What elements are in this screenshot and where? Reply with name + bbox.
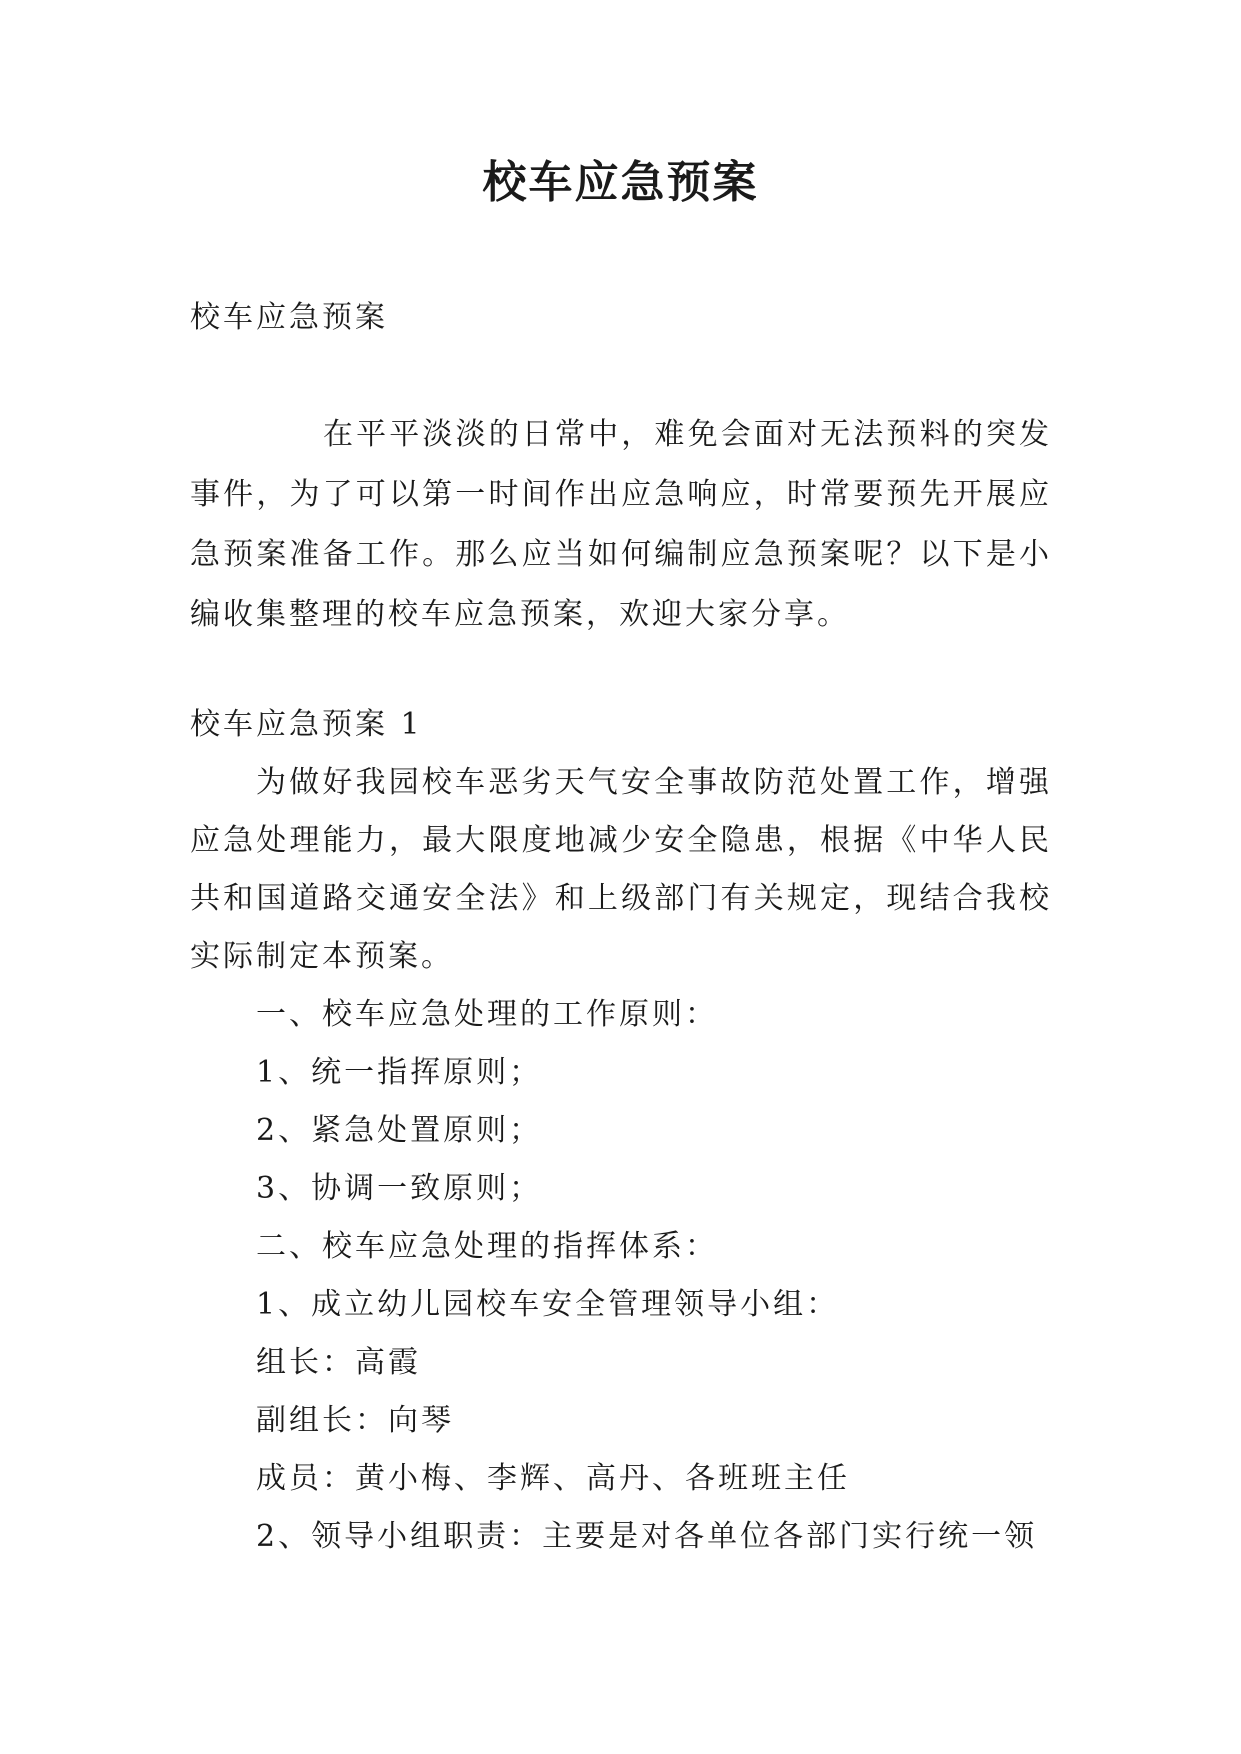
principle-item: 3、协调一致原则； bbox=[256, 1171, 543, 1206]
principles-heading: 一、校车应急处理的工作原则： bbox=[256, 997, 718, 1032]
document-subtitle: 校车应急预案 bbox=[190, 300, 388, 335]
document-title: 校车应急预案 bbox=[482, 157, 759, 208]
section-1-heading: 校车应急预案 1 bbox=[190, 707, 423, 742]
command-system-heading: 二、校车应急处理的指挥体系： bbox=[256, 1229, 718, 1264]
deputy-group-leader: 副组长：向琴 bbox=[256, 1403, 454, 1438]
leadership-group-item: 1、成立幼儿园校车安全管理领导小组： bbox=[256, 1287, 840, 1322]
intro-paragraph: 在平平淡淡的日常中，难免会面对无法预料的突发事件，为了可以第一时间作出应急响应，时常要预先开展应急预案准备工作。那么应当如何编制应急预案呢？以下是小编收集整理的校车应急预案，欢迎大家分享。 bbox=[190, 417, 1052, 632]
principle-item: 2、紧急处置原则； bbox=[256, 1113, 543, 1148]
group-members: 成员：黄小梅、李辉、高丹、各班班主任 bbox=[256, 1461, 850, 1496]
group-duties: 2、领导小组职责：主要是对各单位各部门实行统一领 bbox=[256, 1519, 1038, 1554]
group-leader: 组长：高霞 bbox=[256, 1345, 421, 1380]
section-1-paragraph: 为做好我园校车恶劣天气安全事故防范处置工作，增强应急处理能力，最大限度地减少安全隐患，根据《中华人民共和国道路交通安全法》和上级部门有关规定，现结合我校实际制定本预案。 bbox=[190, 765, 1052, 974]
section-1 bbox=[190, 696, 1052, 1566]
principle-item: 1、统一指挥原则； bbox=[256, 1055, 543, 1090]
